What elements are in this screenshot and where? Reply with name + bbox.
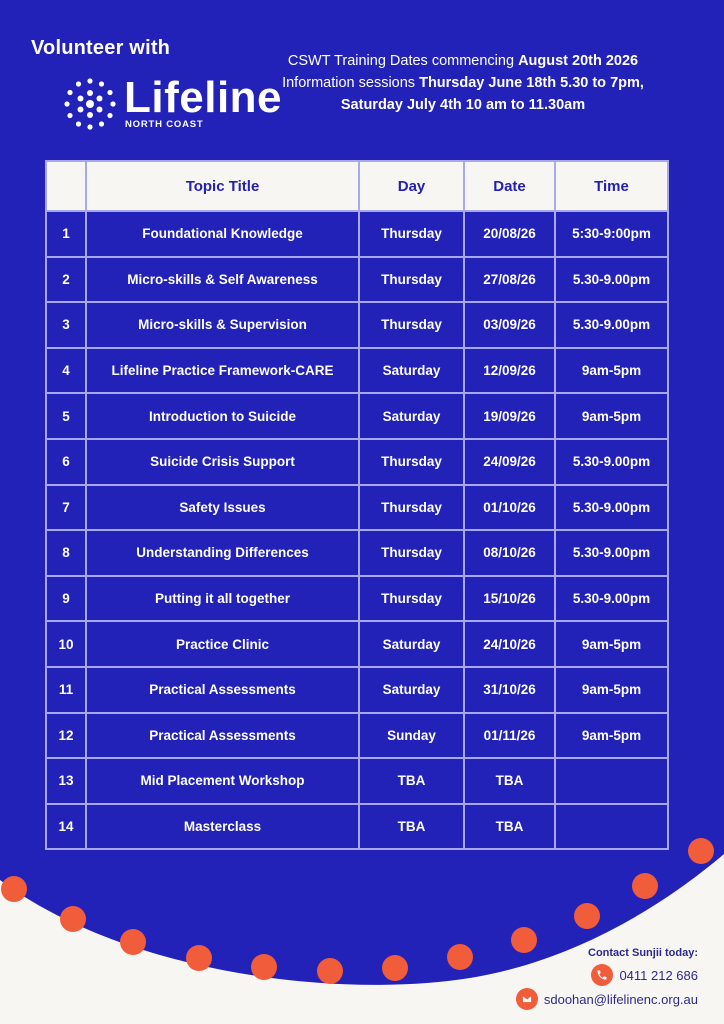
row-topic: Micro-skills & Supervision bbox=[86, 302, 359, 348]
row-day: TBA bbox=[359, 804, 464, 850]
row-day: Sunday bbox=[359, 713, 464, 759]
row-time: 5.30-9.00pm bbox=[555, 530, 668, 576]
row-number: 9 bbox=[46, 576, 86, 622]
row-time: 9am-5pm bbox=[555, 713, 668, 759]
lifeline-logo bbox=[62, 73, 283, 134]
row-day: Thursday bbox=[359, 302, 464, 348]
row-day: Thursday bbox=[359, 439, 464, 485]
row-date: 24/09/26 bbox=[464, 439, 555, 485]
row-day: Thursday bbox=[359, 257, 464, 303]
row-topic: Practice Clinic bbox=[86, 621, 359, 667]
row-date: 24/10/26 bbox=[464, 621, 555, 667]
header-topic: Topic Title bbox=[86, 161, 359, 211]
row-topic: Introduction to Suicide bbox=[86, 393, 359, 439]
row-date: 03/09/26 bbox=[464, 302, 555, 348]
row-day: Thursday bbox=[359, 530, 464, 576]
phone-number: 0411 212 686 bbox=[619, 967, 698, 983]
info-line-2: Information sessions Thursday June 18th 5.30 to 7pm, bbox=[282, 75, 644, 91]
contact-email[interactable] bbox=[516, 988, 698, 1010]
row-date: 01/10/26 bbox=[464, 485, 555, 531]
row-number: 10 bbox=[46, 621, 86, 667]
table-row bbox=[46, 758, 668, 804]
row-time: 9am-5pm bbox=[555, 348, 668, 394]
row-number: 7 bbox=[46, 485, 86, 531]
contact-phone[interactable] bbox=[591, 964, 698, 986]
row-topic: Understanding Differences bbox=[86, 530, 359, 576]
row-date: TBA bbox=[464, 758, 555, 804]
row-day: Saturday bbox=[359, 393, 464, 439]
row-date: 01/11/26 bbox=[464, 713, 555, 759]
row-date: 20/08/26 bbox=[464, 211, 555, 257]
table-row bbox=[46, 667, 668, 713]
row-number: 5 bbox=[46, 393, 86, 439]
row-number: 12 bbox=[46, 713, 86, 759]
row-topic: Suicide Crisis Support bbox=[86, 439, 359, 485]
training-info bbox=[278, 50, 648, 116]
table-row bbox=[46, 302, 668, 348]
info-line-3: Saturday July 4th 10 am to 11.30am bbox=[340, 97, 586, 113]
row-number: 2 bbox=[46, 257, 86, 303]
row-time: 5.30-9.00pm bbox=[555, 485, 668, 531]
table-row bbox=[46, 257, 668, 303]
row-date: 19/09/26 bbox=[464, 393, 555, 439]
row-day: Saturday bbox=[359, 621, 464, 667]
row-time: 9am-5pm bbox=[555, 393, 668, 439]
table-header-row bbox=[46, 161, 668, 211]
header-time: Time bbox=[555, 161, 668, 211]
table-row bbox=[46, 621, 668, 667]
volunteer-heading: Volunteer with bbox=[31, 37, 171, 59]
row-topic: Lifeline Practice Framework-CARE bbox=[86, 348, 359, 394]
row-date: 12/09/26 bbox=[464, 348, 555, 394]
row-number: 3 bbox=[46, 302, 86, 348]
row-topic: Practical Assessments bbox=[86, 667, 359, 713]
row-number: 14 bbox=[46, 804, 86, 850]
row-topic: Micro-skills & Self Awareness bbox=[86, 257, 359, 303]
row-day: Thursday bbox=[359, 211, 464, 257]
header-day: Day bbox=[359, 161, 464, 211]
row-number: 11 bbox=[46, 667, 86, 713]
table-row bbox=[46, 348, 668, 394]
row-day: Saturday bbox=[359, 348, 464, 394]
row-date: 31/10/26 bbox=[464, 667, 555, 713]
row-number: 13 bbox=[46, 758, 86, 804]
lifeline-dots-icon bbox=[62, 76, 118, 132]
row-day: TBA bbox=[359, 758, 464, 804]
row-date: 27/08/26 bbox=[464, 257, 555, 303]
row-time: 9am-5pm bbox=[555, 667, 668, 713]
row-time: 5.30-9.00pm bbox=[555, 439, 668, 485]
logo-subtitle: NORTH COAST bbox=[125, 119, 204, 130]
table-row bbox=[46, 530, 668, 576]
row-time: 5.30-9.00pm bbox=[555, 576, 668, 622]
row-number: 1 bbox=[46, 211, 86, 257]
table-row bbox=[46, 211, 668, 257]
row-topic: Practical Assessments bbox=[86, 713, 359, 759]
row-date: TBA bbox=[464, 804, 555, 850]
info-line-1: CSWT Training Dates commencing August 20th 2026 bbox=[287, 53, 639, 69]
row-time: 9am-5pm bbox=[555, 621, 668, 667]
row-date: 15/10/26 bbox=[464, 576, 555, 622]
phone-icon bbox=[591, 964, 613, 986]
row-topic: Mid Placement Workshop bbox=[86, 758, 359, 804]
row-time bbox=[555, 758, 668, 804]
table-row bbox=[46, 713, 668, 759]
header-number bbox=[46, 161, 86, 211]
row-time: 5.30-9.00pm bbox=[555, 302, 668, 348]
email-address: sdoohan@lifelinenc.org.au bbox=[543, 991, 698, 1007]
row-time: 5.30-9.00pm bbox=[555, 257, 668, 303]
row-number: 6 bbox=[46, 439, 86, 485]
row-topic: Safety Issues bbox=[86, 485, 359, 531]
schedule-table bbox=[45, 160, 669, 850]
row-topic: Foundational Knowledge bbox=[86, 211, 359, 257]
row-topic: Masterclass bbox=[86, 804, 359, 850]
table-row bbox=[46, 485, 668, 531]
row-day: Thursday bbox=[359, 576, 464, 622]
table-row bbox=[46, 439, 668, 485]
row-number: 8 bbox=[46, 530, 86, 576]
row-time: 5:30-9:00pm bbox=[555, 211, 668, 257]
header-date: Date bbox=[464, 161, 555, 211]
logo-wordmark: Lifeline bbox=[124, 73, 283, 122]
table-row bbox=[46, 393, 668, 439]
row-number: 4 bbox=[46, 348, 86, 394]
email-icon bbox=[516, 988, 538, 1010]
row-topic: Putting it all together bbox=[86, 576, 359, 622]
table-row bbox=[46, 576, 668, 622]
row-day: Thursday bbox=[359, 485, 464, 531]
row-date: 08/10/26 bbox=[464, 530, 555, 576]
contact-title: Contact Sunjii today: bbox=[588, 947, 698, 959]
row-day: Saturday bbox=[359, 667, 464, 713]
